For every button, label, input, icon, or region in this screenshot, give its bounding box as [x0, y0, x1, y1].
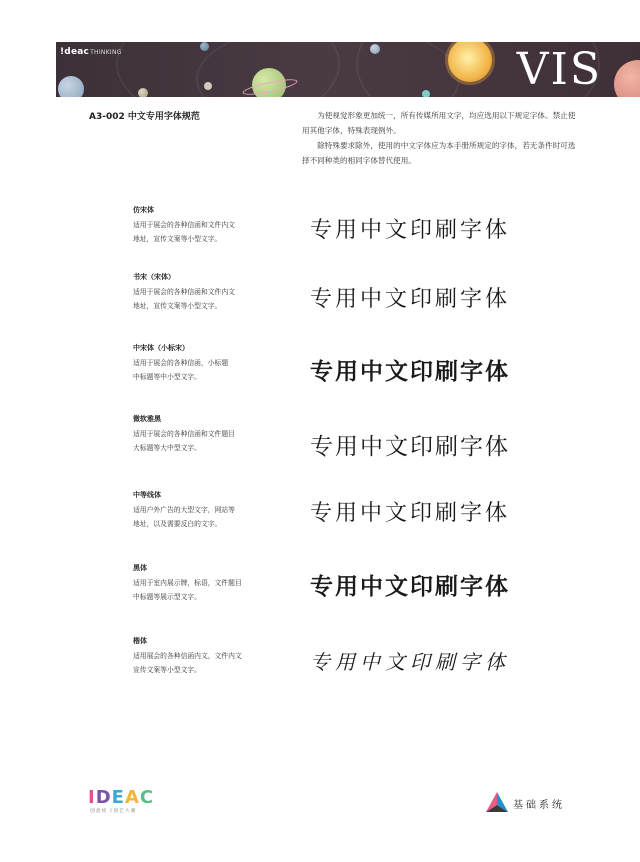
desc-line: 地址，宣传文案等小型文字。	[133, 302, 222, 310]
desc-line: 适用于展会的各种信函，小标题	[133, 359, 229, 367]
font-description	[133, 649, 273, 677]
font-name: 楷体	[133, 637, 147, 645]
font-name: 中宋体（小标宋）	[133, 344, 189, 352]
desc-line: 地址，宣传文案等小型文字。	[133, 235, 222, 243]
font-sample: 专用中文印刷字体	[310, 218, 511, 243]
font-description	[133, 218, 273, 246]
planet-illustration	[422, 90, 430, 97]
font-description	[133, 427, 273, 455]
font-sample: 专用中文印刷字体	[310, 501, 511, 526]
desc-line: 地址，以及需要反白的文字。	[133, 520, 222, 528]
planet-illustration	[58, 76, 84, 97]
font-sample: 专用中文印刷字体	[310, 358, 510, 385]
desc-line: 适用于展会的各种信函和文件内文	[133, 288, 235, 296]
intro-paragraph: 为使视觉形象更加统一，所有传媒所用文字，均应选用以下规定字体。禁止使用其他字体，特殊表现例外。	[302, 111, 576, 135]
desc-line: 中标题等展示型文字。	[133, 593, 201, 601]
font-sample: 专用中文印刷字体	[310, 434, 510, 460]
header-banner	[56, 42, 640, 97]
font-description	[133, 576, 273, 604]
planet-illustration	[200, 42, 209, 51]
font-sample: 专用中文印刷字体	[310, 574, 510, 600]
font-sample: 专用中文印刷字体	[310, 650, 510, 674]
brand-main: !deac	[60, 47, 90, 57]
desc-line: 宣传文案等小型文字。	[133, 666, 201, 674]
desc-line: 适用展会的各种信函内文，文件内文	[133, 652, 242, 660]
section-intro	[302, 108, 582, 168]
font-description	[133, 356, 273, 384]
font-name: 微软雅黑	[133, 415, 161, 423]
triangle-logo-icon	[486, 792, 508, 812]
planet-illustration	[370, 44, 380, 54]
brand-logo	[60, 47, 122, 57]
font-description	[133, 503, 273, 531]
intro-paragraph: 除特殊要求除外，使用的中文字体应为本手册所规定的字体，若无条件时可选择不同种类的相同字体替代使用。	[302, 141, 576, 165]
font-name: 黑体	[133, 564, 147, 572]
page-title: VIS	[516, 44, 602, 95]
planet-illustration	[204, 82, 212, 90]
system-label-text: 基础系统	[513, 800, 565, 811]
desc-line: 中标题等中小型文字。	[133, 373, 201, 381]
ideac-logo	[88, 787, 168, 817]
brand-sub: THINKING	[90, 49, 122, 56]
font-name: 书宋（宋体）	[133, 273, 175, 281]
font-sample: 专用中文印刷字体	[310, 287, 511, 312]
desc-line: 适用于室内展示牌，标语，文件题目	[133, 579, 242, 587]
font-description	[133, 285, 273, 313]
ideac-logo-subtitle: 创意炫《创艺大赛	[90, 809, 137, 814]
ideac-logo-letters: IDEAC	[88, 787, 155, 808]
footer-system-label	[486, 792, 586, 814]
desc-line: 适用于展会的各种信函和文件内文	[133, 221, 235, 229]
section-title: A3-002 中文专用字体规范	[89, 112, 200, 122]
desc-line: 大标题等大中型文字。	[133, 444, 201, 452]
planet-illustration	[138, 88, 148, 97]
desc-line: 适用于展会的各种信函和文件题目	[133, 430, 235, 438]
font-name: 中等线体	[133, 491, 161, 499]
planet-illustration	[614, 60, 640, 97]
desc-line: 适用户外广告的大型文字，网站等	[133, 506, 235, 514]
font-name: 仿宋体	[133, 206, 154, 214]
